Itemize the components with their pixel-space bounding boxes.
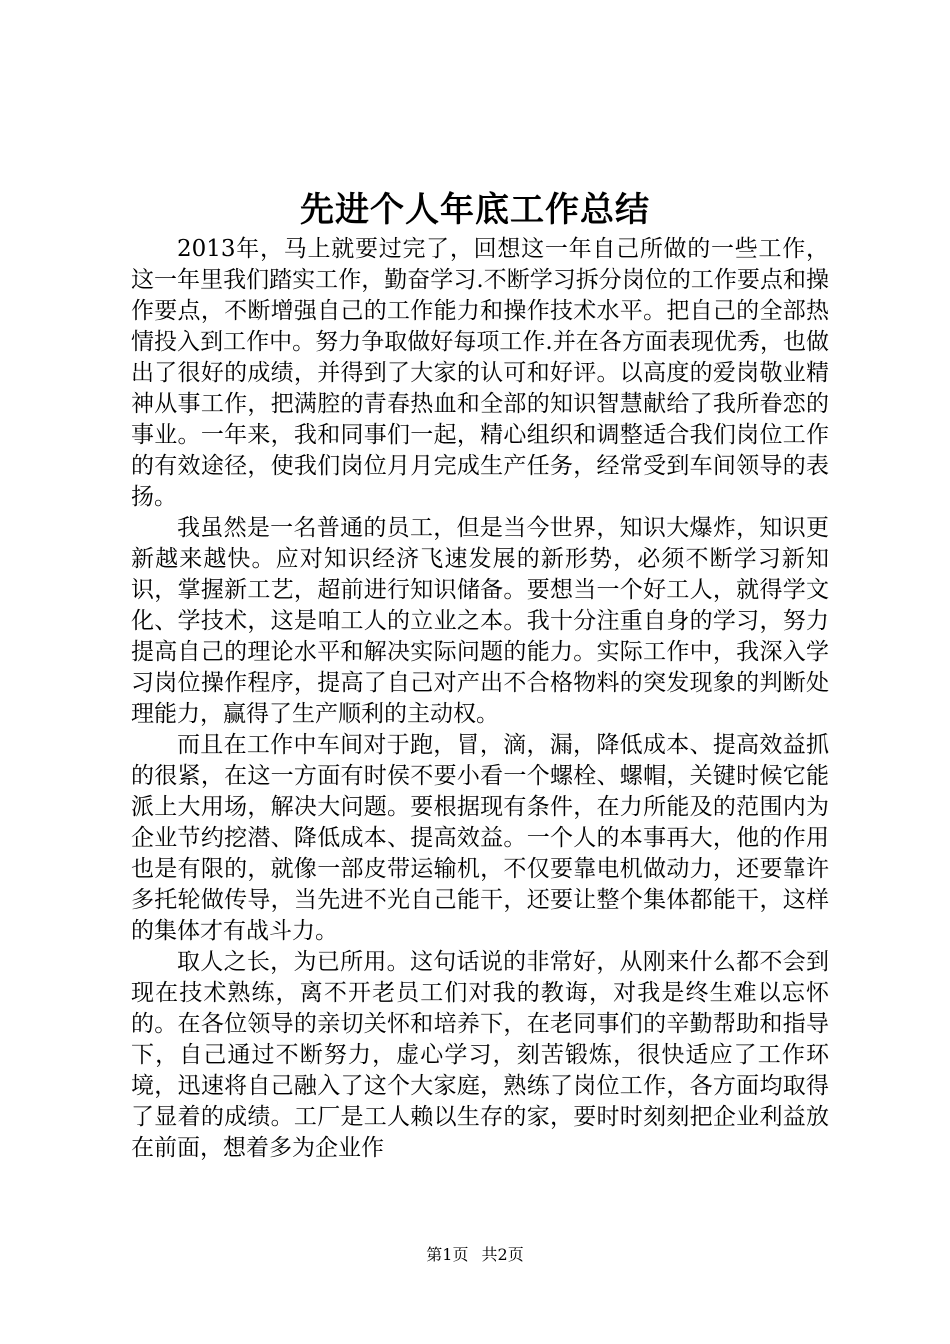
document-title: 先进个人年底工作总结 [300, 190, 650, 230]
page-footer [0, 1244, 950, 1266]
paragraph-3: 而且在工作中车间对于跑，冒，滴，漏，降低成本、提高效益抓的很紧，在这一方面有时侯不要小看一个螺栓、螺帽，关键时候它能派上大用场，解决大问题。要根据现有条件，在力所能及的范围内为企业节约挖潜、降低成本、提高效益。一个人的本事再大，他的作用也是有限的，就像一部皮带运输机，不仅要靠电机做动力，还要靠许多托轮做传导，当先进不光自己能干，还要让整个集体都能干，这样的集体才有战斗力。 [131, 732, 829, 944]
document-body [131, 234, 829, 1164]
paragraph-1: 2013年，马上就要过完了，回想这一年自己所做的一些工作，这一年里我们踏实工作，勤奋学习.不断学习拆分岗位的工作要点和操作要点，不断增强自己的工作能力和操作技术水平。把自己的全部热情投入到工作中。努力争取做好每项工作.并在各方面表现优秀，也做出了很好的成绩，并得到了大家的认可和好评。以高度的爱岗敬业精神从事工作，把满腔的青春热血和全部的知识智慧献给了我所眷恋的事业。一年来，我和同事们一起，精心组织和调整适合我们岗位工作的有效途径，使我们岗位月月完成生产任务，经常受到车间领导的表扬。 [131, 236, 829, 510]
paragraph-2: 我虽然是一名普通的员工，但是当今世界，知识大爆炸，知识更新越来越快。应对知识经济飞速发展的新形势，必须不断学习新知识，掌握新工艺，超前进行知识储备。要想当一个好工人，就得学文化、学技术，这是咱工人的立业之本。我十分注重自身的学习，努力提高自己的理论水平和解决实际问题的能力。实际工作中，我深入学习岗位操作程序，提高了自己对产出不合格物料的突发现象的判断处理能力，赢得了生产顺利的主动权。 [131, 515, 829, 727]
paragraph-4: 取人之长，为已所用。这句话说的非常好，从刚来什么都不会到现在技术熟练，离不开老员工们对我的教诲，对我是终生难以忘怀的。在各位领导的亲切关怀和培养下，在老同事们的辛勤帮助和指导下，自己通过不断努力，虚心学习，刻苦锻炼，很快适应了工作环境，迅速将自己融入了这个大家庭，熟练了岗位工作，各方面均取得了显着的成绩。工厂是工人赖以生存的家，要时时刻刻把企业利益放在前面，想着多为企业作 [131, 949, 829, 1161]
page-total: 共2页 [481, 1245, 524, 1264]
page-number: 第1页 [426, 1245, 469, 1264]
